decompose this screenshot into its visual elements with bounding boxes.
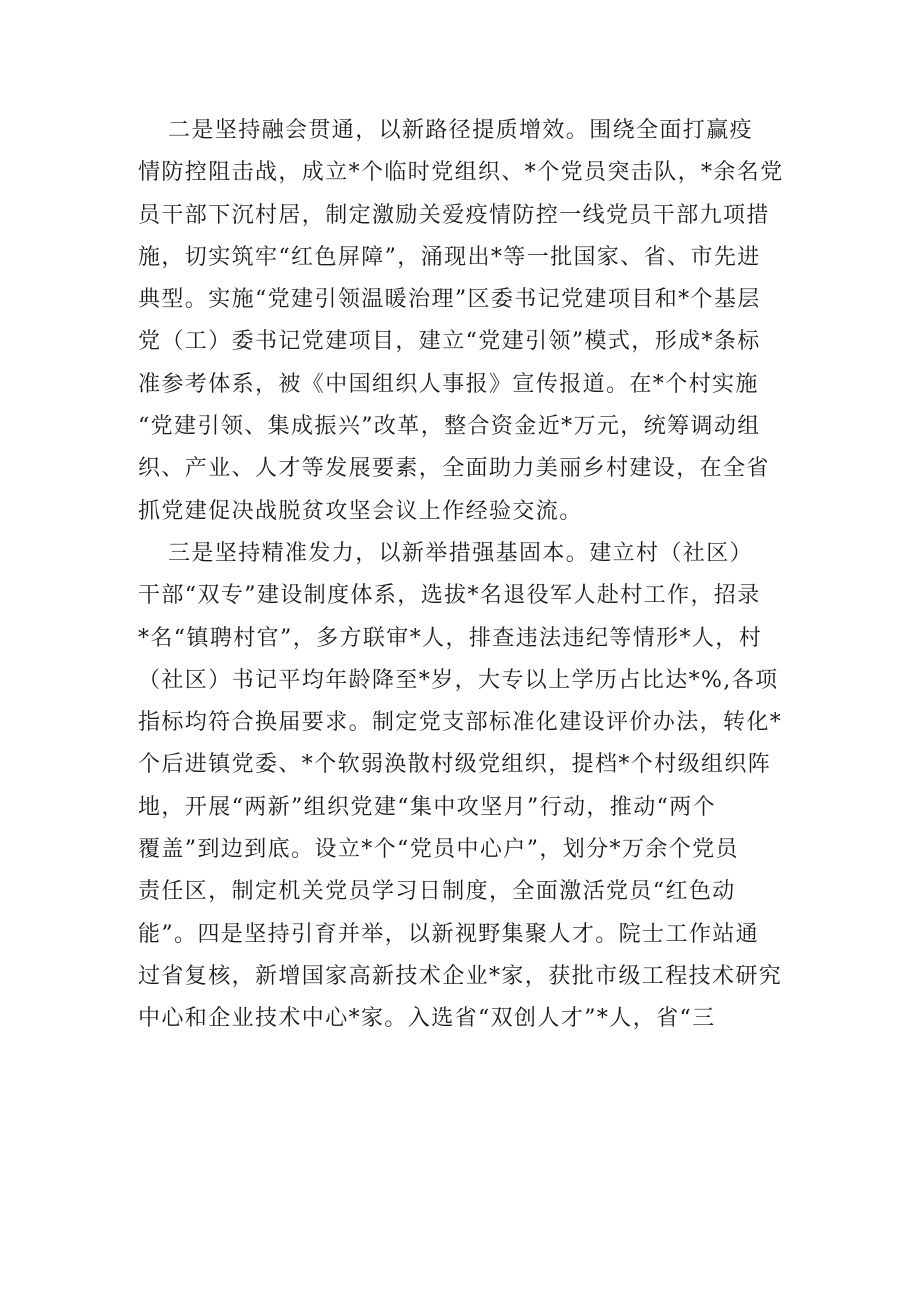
document-body	[138, 110, 788, 1041]
text-line: 施，切实筑牢“红色屏障”，涌现出*等一批国家、省、市先进	[138, 244, 761, 270]
text-line: 党（工）委书记党建项目，建立“党建引领”模式，形成*条标	[138, 329, 761, 355]
text-line: 覆盖”到边到底。设立*个“党员中心户”，划分*万余个党员	[138, 837, 739, 863]
text-line: 责任区，制定机关党员学习日制度，全面激活党员“红色动	[138, 879, 736, 905]
paragraph-2	[138, 533, 788, 1041]
text-line: 织、产业、人才等发展要素，全面助力美丽乡村建设，在全省	[138, 456, 770, 482]
text-line: *名“镇聘村官”，多方联审*人，排查违法违纪等情形*人，村	[138, 625, 763, 651]
text-line: 中心和企业技术中心*家。入选省“双创人才”*人，省“三	[138, 1006, 716, 1032]
text-line: 典型。实施“党建引领温暖治理”区委书记党建项目和*个基层	[138, 287, 761, 313]
paragraph-1	[138, 110, 788, 533]
text-line: 地，开展“两新”组织党建“集中攻坚月”行动，推动“两个	[138, 794, 717, 820]
text-line: 情防控阻击战，成立*个临时党组织、*个党员突击队，*余名党	[138, 160, 784, 186]
text-line: 员干部下沉村居，制定激励关爱疫情防控一线党员干部九项措	[138, 202, 770, 228]
text-line: 个后进镇党委、*个软弱涣散村级党组织，提档*个村级组织阵	[138, 752, 772, 778]
text-line: （社区）书记平均年龄降至*岁，大专以上学历占比达*%,各项	[138, 667, 779, 693]
text-line: 指标均符合换届要求。制定党支部标准化建设评价办法，转化*	[138, 710, 783, 736]
text-line: 三是坚持精准发力，以新举措强基固本。建立村（社区）	[168, 540, 754, 566]
text-line: 能”。四是坚持引育并举，以新视野集聚人才。院士工作站通	[138, 921, 760, 947]
text-line: 抓党建促决战脱贫攻坚会议上作经验交流。	[138, 498, 583, 524]
text-line: 干部“双专”建设制度体系，选拔*名退役军人赴村工作，招录	[138, 583, 761, 609]
text-line: “党建引领、集成振兴”改革，整合资金近*万元，统筹调动组	[138, 414, 761, 440]
text-line: 准参考体系，被《中国组织人事报》宣传报道。在*个村实施	[138, 371, 759, 397]
text-line: 过省复核，新增国家高新技术企业*家，获批市级工程技术研究	[138, 963, 783, 989]
text-line: 二是坚持融会贯通，以新路径提质增效。围绕全面打赢疫	[168, 118, 754, 143]
